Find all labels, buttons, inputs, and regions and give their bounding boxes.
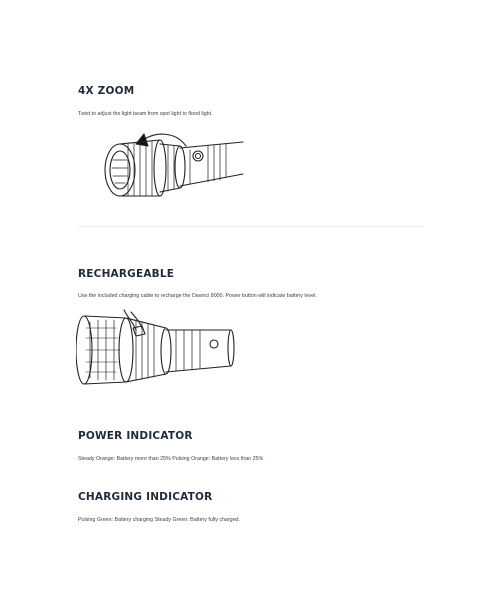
section-description-rechargeable: Use the included charging cable to recharge the Davinci 8000. Power button will indicate battery level. [78,293,317,299]
section-title-power-indicator: POWER INDICATOR [78,430,193,442]
section-description-zoom: Twist to adjust the light beam from spot light to flood light. [78,111,213,117]
section-title-rechargeable: RECHARGEABLE [78,268,175,280]
section-title-zoom: 4X ZOOM [78,85,135,97]
section-title-charging-indicator: CHARGING INDICATOR [78,491,213,503]
flashlight-zoom-icon [98,126,248,208]
flashlight-charging-icon [76,306,236,390]
section-description-charging-indicator: Pulsing Green: Battery charging Steady Green: Battery fully charged. [78,517,240,523]
section-divider [78,226,423,227]
section-description-power-indicator: Steady Orange: Battery more than 25% Pulsing Orange: Battery less than 25% [78,456,264,462]
